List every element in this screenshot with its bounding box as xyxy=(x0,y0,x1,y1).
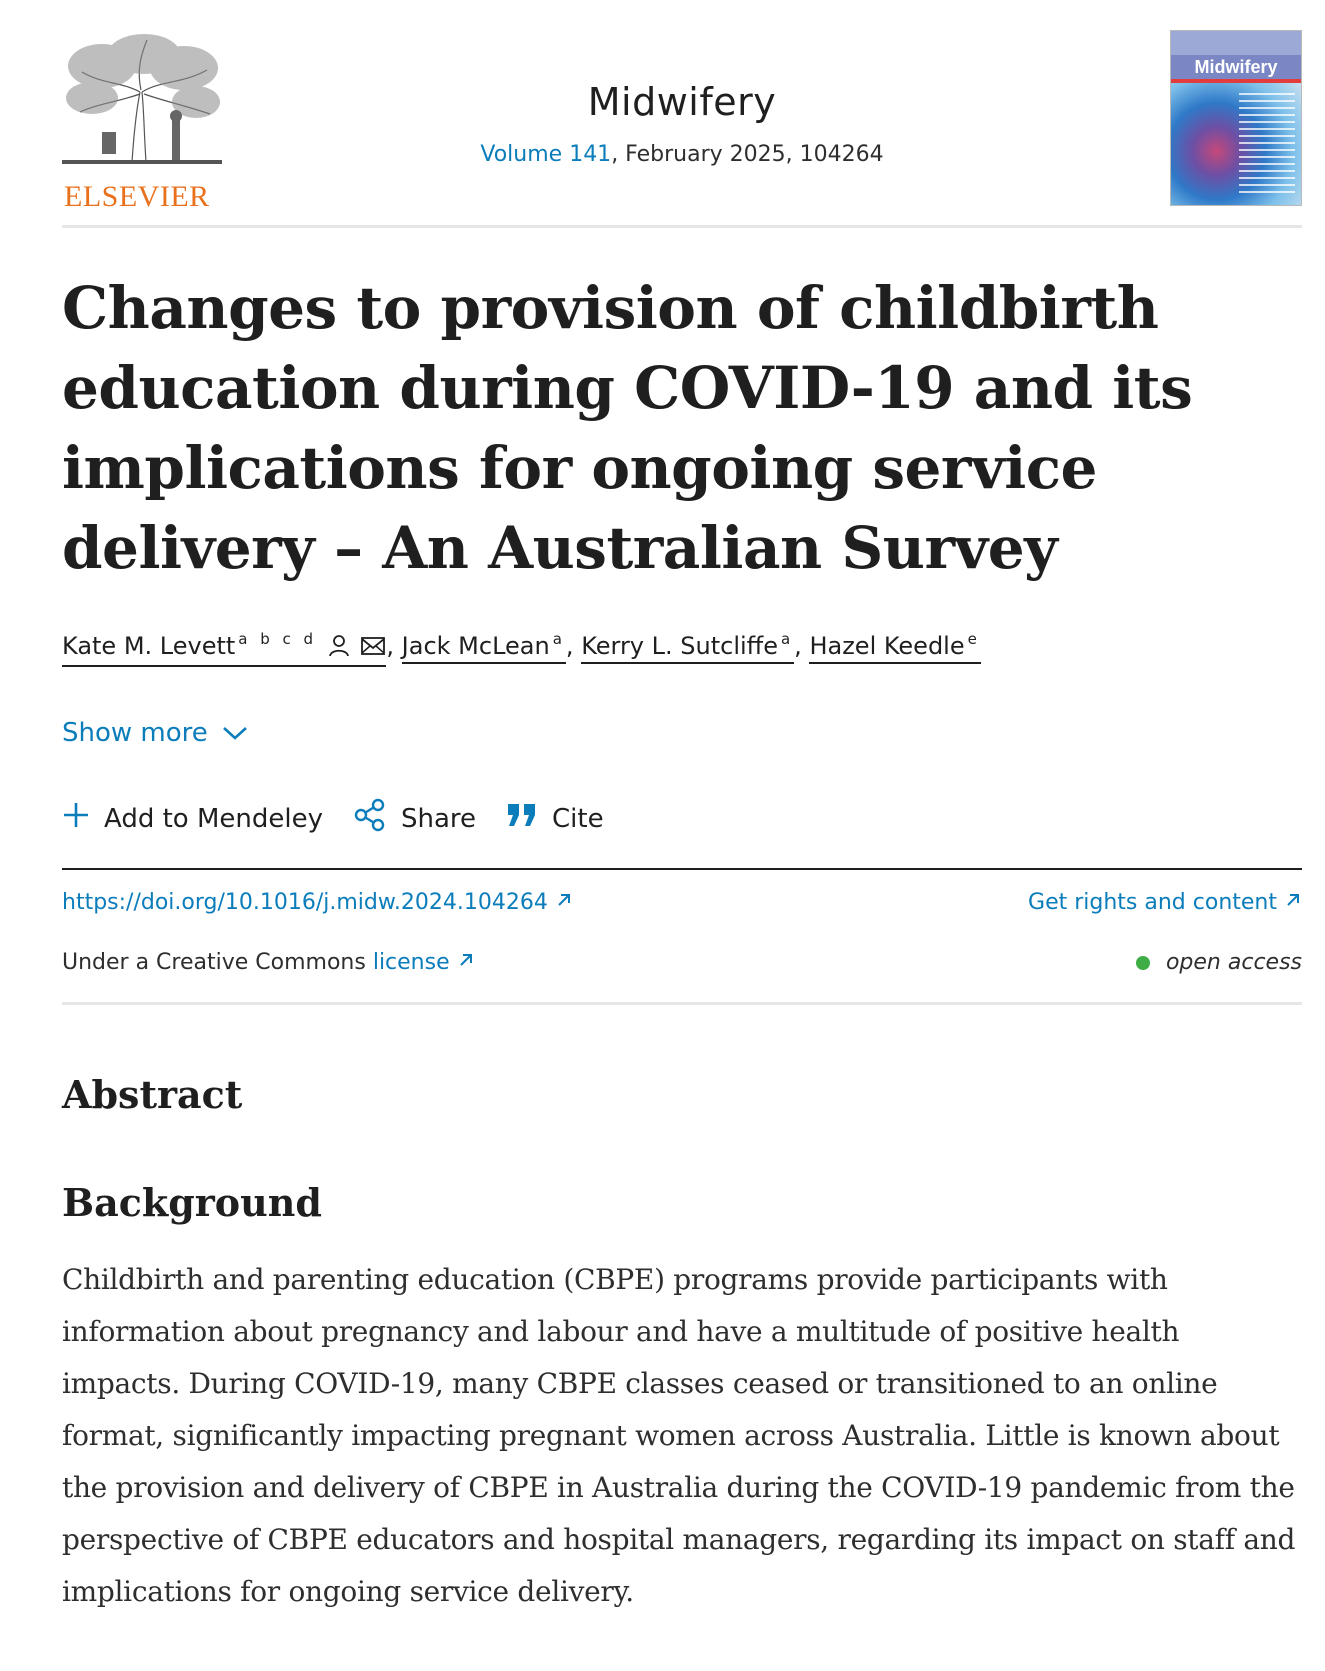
plus-icon xyxy=(62,801,90,836)
author-affiliation: a xyxy=(552,630,566,648)
email-icon xyxy=(360,635,386,663)
author-affiliation: e xyxy=(967,630,981,648)
volume-link[interactable]: Volume 141 xyxy=(480,142,612,167)
open-access-dot-icon xyxy=(1136,956,1150,970)
external-link-icon xyxy=(555,890,573,915)
doi-row xyxy=(62,890,1302,922)
journal-header xyxy=(62,28,1302,213)
cover-title: Midwifery xyxy=(1171,55,1301,79)
article-title: Changes to provision of childbirth education during COVID-19 and its implications for ongoing service delivery – An Australian Survey xyxy=(62,274,1193,582)
article-page xyxy=(62,0,1302,1671)
meta-divider xyxy=(62,1002,1302,1005)
actions-divider xyxy=(62,868,1302,870)
mendeley-label: Add to Mendeley xyxy=(104,803,323,834)
cover-contents-lines xyxy=(1239,93,1295,193)
author-name: Kate M. Levett xyxy=(62,632,236,660)
journal-name-link[interactable]: Midwifery xyxy=(587,80,777,124)
author-link-keedle[interactable] xyxy=(809,630,980,664)
share-icon xyxy=(353,798,387,839)
show-more-button[interactable] xyxy=(62,718,248,748)
quote-icon xyxy=(506,802,538,835)
author-link-sutcliffe[interactable] xyxy=(581,630,794,664)
doi-text: https://doi.org/10.1016/j.midw.2024.104264 xyxy=(62,890,548,915)
license-row xyxy=(62,950,1302,982)
get-rights-link[interactable] xyxy=(1028,890,1302,915)
author-affiliation: a xyxy=(780,630,795,648)
journal-cover-image[interactable] xyxy=(1170,30,1302,206)
issue-info xyxy=(362,142,1002,167)
abstract-heading: Abstract xyxy=(62,1072,243,1117)
license-prefix: Under a Creative Commons xyxy=(62,950,373,975)
article-actions xyxy=(62,798,604,839)
chevron-down-icon xyxy=(222,718,248,748)
author-name: Kerry L. Sutcliffe xyxy=(581,632,778,660)
show-more-label: Show more xyxy=(62,718,208,748)
elsevier-logo[interactable] xyxy=(62,32,232,214)
cite-button[interactable] xyxy=(506,802,604,835)
open-access-label: open access xyxy=(1165,950,1302,975)
doi-link[interactable] xyxy=(62,890,573,915)
rights-text: Get rights and content xyxy=(1028,890,1277,915)
author-link-mclean[interactable] xyxy=(402,630,566,664)
elsevier-tree-icon xyxy=(62,32,222,172)
license-link[interactable] xyxy=(373,950,475,975)
header-divider xyxy=(62,225,1302,228)
share-label: Share xyxy=(400,803,477,834)
add-to-mendeley-button[interactable] xyxy=(62,801,323,836)
cite-label: Cite xyxy=(552,803,604,834)
open-access-badge xyxy=(1136,950,1302,975)
journal-info xyxy=(362,80,1002,167)
author-list xyxy=(62,630,981,667)
issue-date-text: , February 2025, 104264 xyxy=(611,142,884,167)
author-separator: , xyxy=(386,632,395,660)
author-separator: , xyxy=(794,632,802,660)
author-name: Jack McLean xyxy=(401,632,550,660)
background-heading: Background xyxy=(62,1180,322,1225)
author-name: Hazel Keedle xyxy=(809,632,965,660)
elsevier-wordmark: ELSEVIER xyxy=(64,180,210,213)
share-button[interactable] xyxy=(353,798,476,839)
license-link-text: license xyxy=(372,950,450,975)
author-separator: , xyxy=(565,632,574,660)
author-affiliation: a b c d xyxy=(238,630,318,648)
author-link-levett[interactable] xyxy=(62,630,386,667)
external-link-icon xyxy=(1284,890,1302,915)
person-icon xyxy=(327,633,351,663)
background-paragraph: Childbirth and parenting education (CBPE) programs provide participants with information about pregnancy and labour and have a multitude of positive health impacts. During COVID-19, many CBPE classes ceased or transitioned to an online format, significantly impacting pregnant women across Australia. Little is known about the provision and delivery of CBPE in Australia during the COVID-19 pandemic from the perspective of CBPE educators and hospital managers, regarding its impact on staff and implications for ongoing service delivery. xyxy=(62,1263,1296,1608)
external-link-icon xyxy=(457,950,475,975)
